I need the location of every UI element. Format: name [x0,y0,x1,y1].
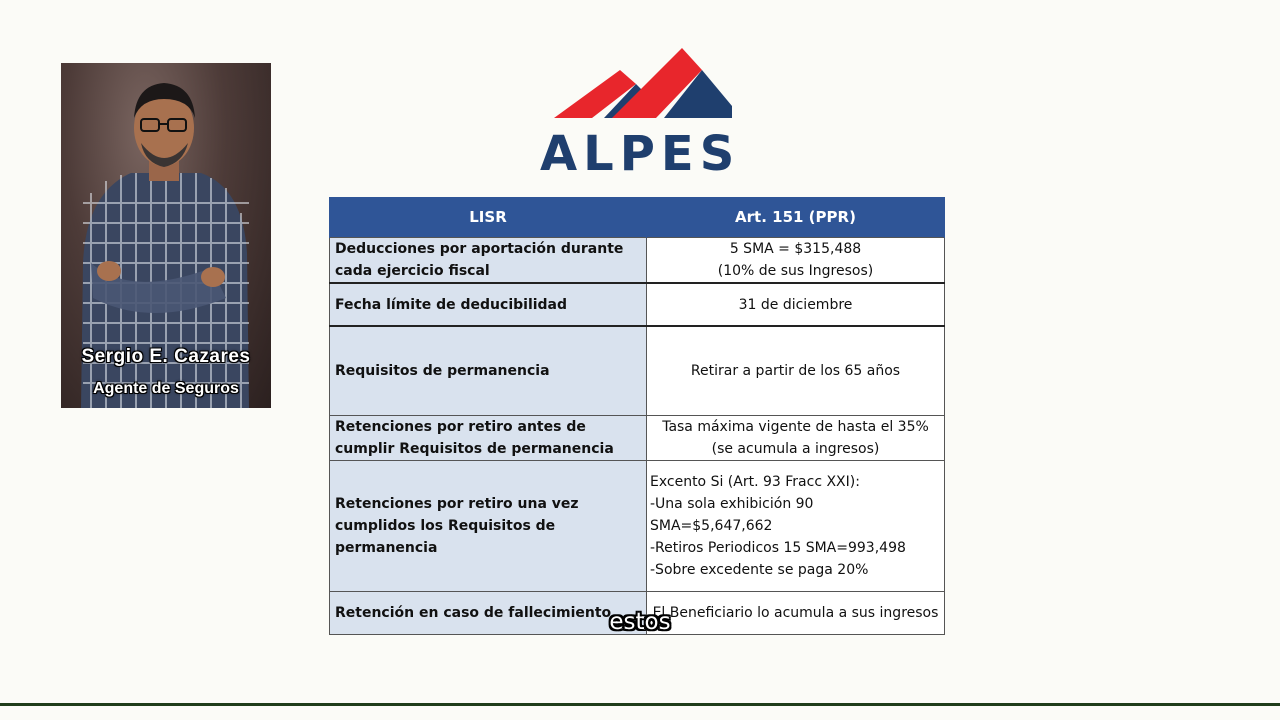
table-row [330,283,945,326]
table-header-cell: LISR [330,197,647,238]
row-value-line: Tasa máxima vigente de hasta el 35% [662,418,929,435]
table-row [330,326,945,415]
mountain-logo-icon [552,48,732,120]
row-value-line: -Retiros Periodicos 15 SMA=993,498 [650,539,906,556]
row-label-line: Retenciones por retiro una vez [335,495,579,512]
table-header-cell: Art. 151 (PPR) [647,197,945,238]
row-label-line: Retenciones por retiro antes de [335,418,586,435]
lisr-comparison-table [329,197,945,635]
row-label-line: Fecha límite de deducibilidad [335,296,568,313]
alpes-logo [540,48,741,182]
row-label [330,283,647,326]
row-value [647,415,945,460]
bottom-divider [0,703,1280,706]
row-value-line: 31 de diciembre [738,296,853,313]
row-value [647,326,945,415]
row-value-line: Excento Si (Art. 93 Fracc XXI): [650,473,860,490]
row-value-line: -Sobre excedente se paga 20% [650,561,869,578]
table-row [330,415,945,460]
subtitle-caption: estos [609,609,671,635]
row-label-line: Deducciones por aportación durante [335,241,624,257]
row-value [647,238,945,284]
presenter-name: Sergio E. Cazares [81,346,251,367]
row-value-line: SMA=$5,647,662 [650,517,773,534]
row-label-line: cumplir Requisitos de permanencia [335,440,614,457]
row-label-line: cada ejercicio fiscal [335,263,490,279]
row-label-line: permanencia [335,539,438,556]
row-value [647,460,945,591]
table-row [330,238,945,284]
row-label [330,415,647,460]
presenter-photo [61,63,271,408]
presenter-title: Agente de Seguros [93,380,239,397]
row-label-line: Retención en caso de fallecimiento [335,604,612,621]
row-value-line: -Una sola exhibición 90 [650,495,814,512]
row-value-line: (se acumula a ingresos) [711,440,880,457]
row-label [330,460,647,591]
row-label-line: Requisitos de permanencia [335,362,550,379]
logo-wordmark: ALPES [540,126,741,182]
row-value-line: 5 SMA = $315,488 [729,241,862,257]
row-value [647,283,945,326]
row-value-line: (10% de sus Ingresos) [717,263,874,279]
table-row [330,460,945,591]
row-label [330,238,647,284]
row-label [330,326,647,415]
table-header-row [330,197,945,238]
row-value-line: Retirar a partir de los 65 años [690,362,901,379]
row-label-line: cumplidos los Requisitos de [335,517,556,534]
row-value-line: El Beneficiario lo acumula a sus ingresos [652,604,939,621]
